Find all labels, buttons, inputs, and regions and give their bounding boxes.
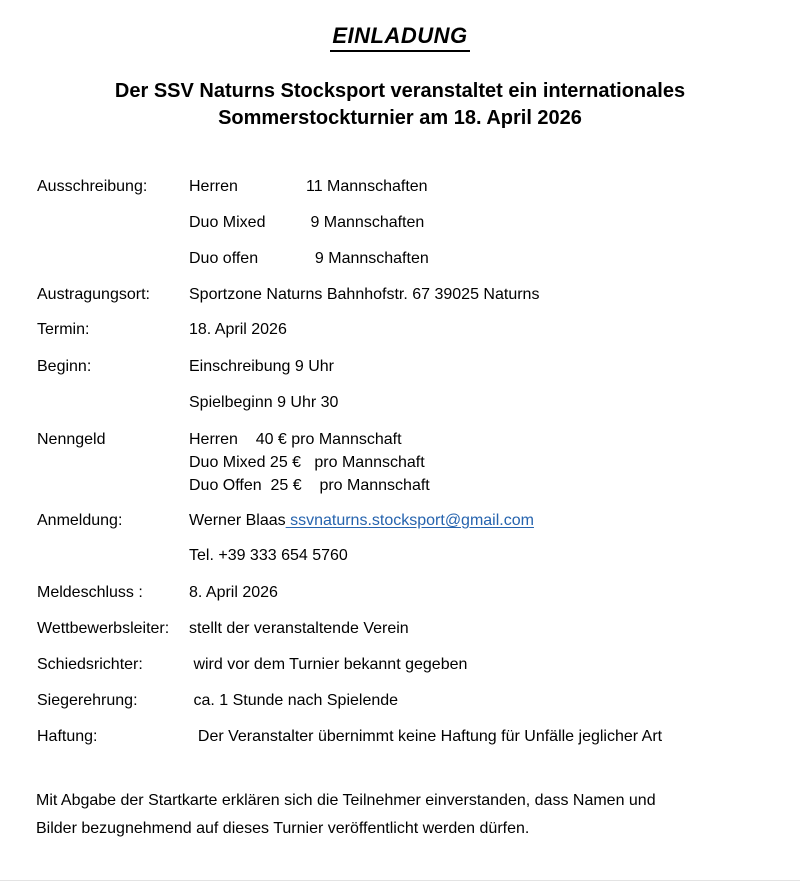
row-siegerehrung: [37, 690, 800, 711]
document-heading: [0, 78, 800, 132]
game-start-time: Spielbeginn 9 Uhr 30: [189, 394, 339, 411]
venue-address: Sportzone Naturns Bahnhofstr. 67 39025 Naturns: [189, 286, 540, 303]
category-name: Duo Mixed: [189, 214, 266, 231]
row-nenngeld: [37, 429, 800, 450]
team-count: 11 Mannschaften: [306, 178, 428, 195]
page-title: EINLADUNG: [330, 24, 469, 52]
competition-director: stellt der veranstaltende Verein: [189, 620, 409, 637]
row-nenngeld-item: [37, 452, 800, 473]
row-termin: [37, 319, 800, 340]
team-count: 9 Mannschaften: [306, 250, 429, 267]
row-label: Anmeldung:: [37, 512, 123, 529]
row-label: Ausschreibung:: [37, 178, 148, 195]
row-anmeldung: [37, 510, 800, 531]
heading-line-1: Der SSV Naturns Stocksport veranstaltet ein internationales: [114, 80, 686, 102]
row-nenngeld-item: [37, 475, 800, 496]
fee-herren: Herren 40 € pro Mannschaft: [189, 431, 402, 448]
row-label: Meldeschluss :: [37, 584, 143, 601]
row-meldeschluss: [37, 582, 800, 603]
title-block: [0, 24, 800, 52]
details-list: [0, 176, 800, 747]
row-haftung: [37, 726, 800, 747]
row-ausschreibung: [37, 176, 800, 197]
row-label: Wettbewerbsleiter:: [37, 620, 170, 637]
invitation-document: [0, 24, 800, 881]
registration-time: Einschreibung 9 Uhr: [189, 358, 334, 375]
row-spielbeginn: [37, 392, 800, 413]
contact-name: Werner Blaas: [189, 512, 286, 529]
consent-note-line-1: Mit Abgabe der Startkarte erklären sich die Teilnehmer einverstanden, dass Namen und: [36, 792, 656, 809]
team-count: 9 Mannschaften: [306, 214, 425, 231]
row-label: Siegerehrung:: [37, 692, 138, 709]
row-label: Termin:: [37, 321, 90, 338]
row-label: Nenngeld: [37, 431, 106, 448]
consent-note: [0, 787, 800, 843]
row-label: Beginn:: [37, 358, 92, 375]
row-label: Schiedsrichter:: [37, 656, 143, 673]
row-schiedsrichter: [37, 654, 800, 675]
category-name: Herren: [189, 178, 238, 195]
row-label: Austragungsort:: [37, 286, 150, 303]
phone-number: Tel. +39 333 654 5760: [189, 547, 348, 564]
row-telefon: [37, 545, 800, 566]
consent-note-line-2: Bilder bezugnehmend auf dieses Turnier veröffentlicht werden dürfen.: [36, 820, 530, 837]
heading-line-2: Sommerstockturnier am 18. April 2026: [218, 107, 582, 129]
row-austragungsort: [37, 284, 800, 305]
fee-duo-offen: Duo Offen 25 € pro Mannschaft: [189, 477, 430, 494]
row-ausschreibung-item: [37, 212, 800, 233]
fee-duo-mixed: Duo Mixed 25 € pro Mannschaft: [189, 454, 425, 471]
award-ceremony-info: ca. 1 Stunde nach Spielende: [189, 692, 399, 709]
category-name: Duo offen: [189, 250, 259, 267]
row-ausschreibung-item: [37, 248, 800, 269]
liability-info: Der Veranstalter übernimmt keine Haftung für Unfälle jeglicher Art: [189, 728, 663, 745]
row-label: Haftung:: [37, 728, 98, 745]
event-date: 18. April 2026: [189, 321, 287, 338]
email-link[interactable]: ssvnaturns.stocksport@gmail.com: [285, 512, 534, 529]
row-wettbewerbsleiter: [37, 618, 800, 639]
row-beginn: [37, 356, 800, 377]
referee-info: wird vor dem Turnier bekannt gegeben: [189, 656, 468, 673]
deadline-date: 8. April 2026: [189, 584, 278, 601]
